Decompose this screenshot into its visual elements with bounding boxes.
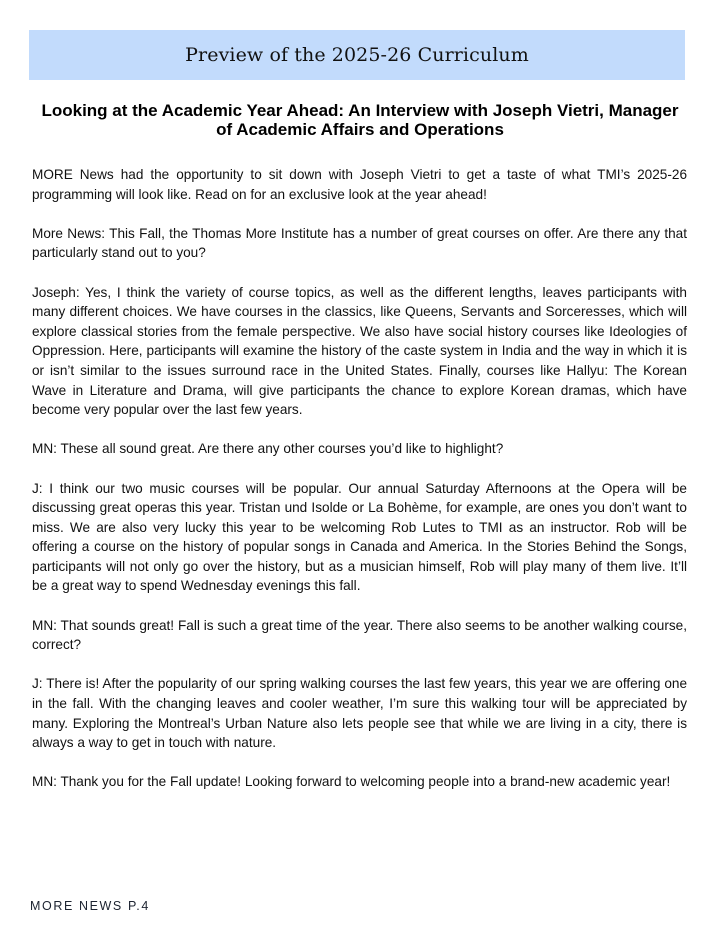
- section-banner: [29, 30, 685, 80]
- interview-closing: MN: Thank you for the Fall update! Looking forward to welcoming people into a brand-new academic year!: [32, 774, 671, 790]
- interview-question: MN: These all sound great. Are there any other courses you’d like to highlight?: [32, 441, 504, 457]
- article-body: [32, 165, 687, 812]
- interview-answer: Joseph: Yes, I think the variety of course topics, as well as the different lengths, leaves participants with many different choices. We have courses in the classics, like Queens, Servants and Sorceresses, which will explore classical stories from the female perspective. We also have social history courses like Ideologies of Oppression. Here, participants will examine the history of the caste system in India and the way in which it is or isn’t similar to the issues surround race in the United States. Finally, courses like Hallyu: The Korean Wave in Literature and Drama, will give participants the chance to explore Korean dramas, which have become very popular over the last few years.: [32, 284, 687, 418]
- interview-answer: J: I think our two music courses will be popular. Our annual Saturday Afternoons at the Opera will be discussing great operas this year. Tristan und Isolde or La Bohème, for example, are ones you don’t want to miss. We are also very lucky this year to be welcoming Rob Lutes to TMI as an instructor. Rob will be offering a course on the history of popular songs in Canada and America. In the Stories Behind the Songs, participants will not only go over the history, but as a musician himself, Rob will play many of them live. It’ll be a great way to spend Wednesday evenings this fall.: [32, 480, 687, 594]
- article-headline: Looking at the Academic Year Ahead: An Interview with Joseph Vietri, Manager of Academic Affairs and Operations: [41, 101, 679, 139]
- interview-answer: J: There is! After the popularity of our spring walking courses the last few years, this year we are offering one in the fall. With the changing leaves and cooler weather, I’m sure this walking tour will be appreciated by many. Exploring the Montreal’s Urban Nature also lets people see that while we are living in a city, there is always a way to get in touch with nature.: [32, 676, 687, 751]
- interview-question: More News: This Fall, the Thomas More Institute has a number of great courses on offer. Are there any that particularly stand out to you?: [32, 225, 687, 261]
- banner-title: Preview of the 2025-26 Curriculum: [185, 44, 529, 66]
- interview-question: MN: That sounds great! Fall is such a great time of the year. There also seems to be another walking course, correct?: [32, 617, 687, 653]
- page-footer: MORE NEWS P.4: [30, 899, 150, 913]
- article-intro-paragraph: MORE News had the opportunity to sit down with Joseph Vietri to get a taste of what TMI’s 2025-26 programming will look like. Read on for an exclusive look at the year ahead!: [32, 167, 687, 202]
